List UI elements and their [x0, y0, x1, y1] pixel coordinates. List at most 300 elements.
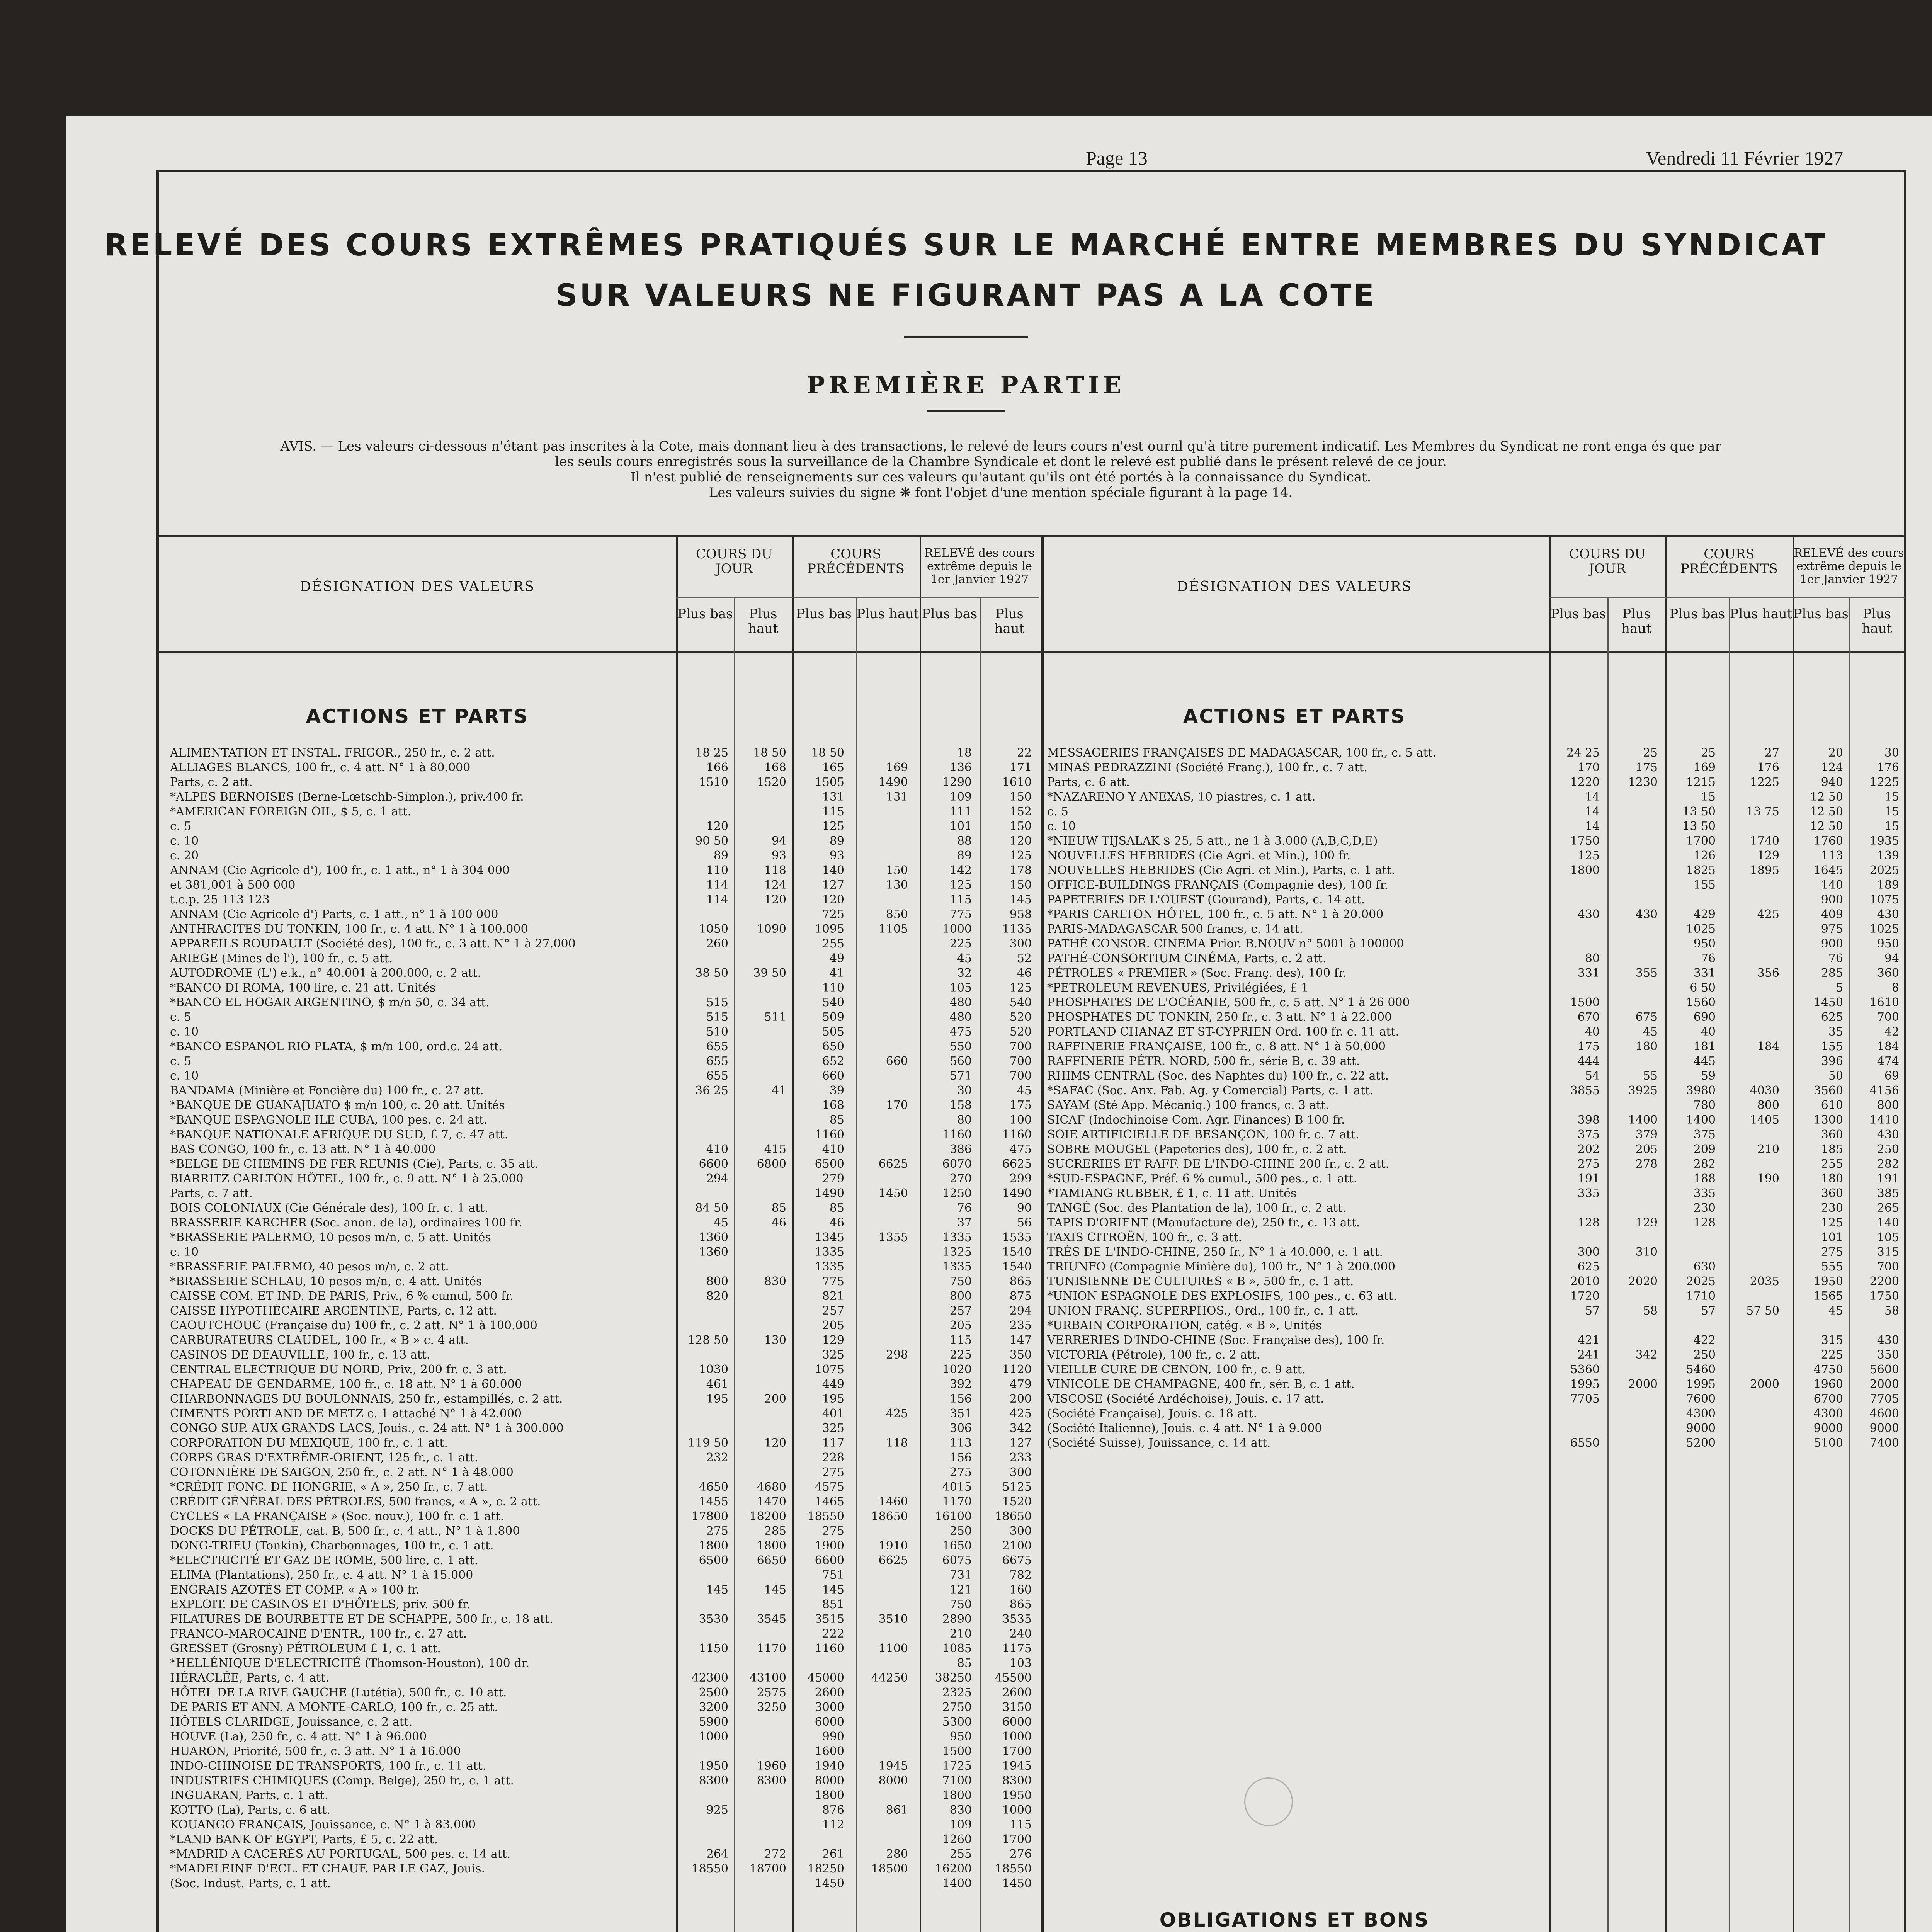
price-cell: 265	[1877, 1201, 1899, 1215]
table-row	[1047, 1083, 1903, 1098]
price-cell: 15	[1884, 805, 1899, 818]
price-cell: 7600	[1686, 1392, 1716, 1406]
price-cell: 851	[822, 1598, 844, 1611]
price-cell: 474	[1877, 1054, 1899, 1068]
right-obligations-title: OBLIGATIONS ET BONS	[1159, 1909, 1430, 1931]
price-cell: 228	[822, 1451, 844, 1464]
price-cell: 1160	[815, 1128, 844, 1141]
price-cell: 675	[1635, 1010, 1658, 1024]
table-row	[170, 1083, 1037, 1098]
table-row	[1047, 907, 1903, 922]
security-name: *AMERICAN FOREIGN OIL, $ 5, c. 1 att.	[170, 805, 411, 818]
price-cell: 240	[1009, 1627, 1032, 1641]
price-cell: 1000	[1002, 1803, 1032, 1817]
price-cell: 210	[1757, 1143, 1779, 1156]
price-cell: 1510	[699, 776, 728, 789]
price-cell: 900	[1821, 893, 1843, 906]
security-name: *BANCO EL HOGAR ARGENTINO, $ m/n 50, c. 34 att.	[170, 996, 490, 1009]
left-cours-precedents-header: COURS PRÉCÉDENTS	[807, 546, 905, 577]
right-releve-plus-haut: Plus haut	[1862, 606, 1892, 636]
price-cell: 1900	[815, 1539, 844, 1553]
price-cell: 294	[1009, 1304, 1032, 1318]
price-cell: 125	[1577, 849, 1600, 862]
price-cell: 351	[949, 1407, 972, 1420]
price-cell: 50	[1828, 1069, 1843, 1083]
right-prev-plus-haut: Plus haut	[1730, 606, 1793, 622]
price-cell: 113	[1821, 849, 1843, 862]
price-cell: 42300	[691, 1671, 728, 1685]
price-cell: 1710	[1686, 1289, 1716, 1303]
price-cell: 155	[1693, 878, 1716, 892]
price-cell: 360	[1821, 1187, 1843, 1200]
price-cell: 1800	[815, 1789, 844, 1802]
table-row	[170, 1318, 1037, 1333]
table-row	[170, 1553, 1037, 1568]
security-name: Parts, c. 7 att.	[170, 1187, 253, 1200]
price-cell: 1995	[1570, 1378, 1600, 1391]
price-cell: 18 50	[811, 746, 844, 760]
table-row	[170, 1671, 1037, 1685]
price-cell: 1150	[699, 1642, 728, 1655]
price-cell: 1940	[815, 1759, 844, 1773]
price-cell: 299	[1009, 1172, 1032, 1185]
security-name: BANDAMA (Minière et Foncière du) 100 fr., c. 27 att.	[170, 1084, 484, 1097]
price-cell: 233	[1009, 1451, 1032, 1464]
right-plus-bas: Plus bas	[1551, 606, 1606, 622]
table-row	[170, 819, 1037, 834]
price-cell: 550	[949, 1040, 972, 1053]
table-row	[170, 1406, 1037, 1421]
price-cell: 1500	[1570, 996, 1600, 1009]
table-row	[170, 746, 1037, 760]
price-cell: 2025	[1686, 1275, 1716, 1288]
security-name: INDUSTRIES CHIMIQUES (Comp. Belge), 250 fr., c. 1 att.	[170, 1774, 514, 1787]
part-rule	[927, 410, 1005, 412]
price-cell: 1220	[1570, 776, 1600, 789]
table-row	[170, 1274, 1037, 1289]
price-cell: 111	[949, 805, 972, 818]
security-name: c. 5	[170, 1054, 191, 1068]
security-name: SUCRERIES ET RAFF. DE L'INDO-CHINE 200 fr., c. 2 att.	[1047, 1157, 1389, 1171]
title-line-1: RELEVÉ DES COURS EXTRÊMES PRATIQUÉS SUR LE MARCHÉ ENTRE MEMBRES DU SYNDICAT	[104, 228, 1828, 263]
price-cell: 101	[949, 820, 972, 833]
price-cell: 18200	[749, 1510, 786, 1523]
security-name: *PARIS CARLTON HÔTEL, 100 fr., c. 5 att. N° 1 à 20.000	[1047, 908, 1384, 921]
table-row	[170, 1744, 1037, 1759]
price-cell: 145	[706, 1583, 728, 1597]
price-cell: 1910	[878, 1539, 908, 1553]
security-name: (Société Italienne), Jouis. c. 4 att. N° 1 à 9.000	[1047, 1422, 1322, 1435]
table-row	[170, 1480, 1037, 1495]
price-cell: 1455	[699, 1495, 728, 1509]
table-row	[1047, 1362, 1903, 1377]
price-cell: 170	[886, 1099, 908, 1112]
price-cell: 85	[957, 1656, 972, 1670]
price-cell: 1335	[942, 1260, 972, 1274]
price-cell: 6500	[815, 1157, 844, 1171]
price-cell: 1610	[1869, 996, 1899, 1009]
price-cell: 1645	[1813, 864, 1843, 877]
security-name: Parts, c. 6 att.	[1047, 776, 1130, 789]
price-cell: 821	[822, 1289, 844, 1303]
price-cell: 115	[949, 1333, 972, 1347]
price-cell: 2500	[699, 1686, 728, 1699]
price-cell: 571	[949, 1069, 972, 1083]
right-table-body	[1047, 746, 1903, 1451]
price-cell: 18 50	[753, 746, 786, 760]
price-cell: 1800	[1570, 864, 1600, 877]
price-cell: 6625	[878, 1157, 908, 1171]
price-cell: 1560	[1686, 996, 1716, 1009]
price-cell: 429	[1693, 908, 1716, 921]
security-name: *ALPES BERNOISES (Berne-Lœtschb-Simplon.), priv.400 fr.	[170, 790, 524, 804]
price-cell: 80	[957, 1113, 972, 1127]
table-row	[170, 1583, 1037, 1597]
security-name: CORPORATION DU MEXIQUE, 100 fr., c. 1 att.	[170, 1436, 448, 1450]
security-name: PHOSPHATES DE L'OCÉANIE, 500 fr., c. 5 att. N° 1 à 26 000	[1047, 996, 1410, 1009]
price-cell: 421	[1577, 1333, 1600, 1347]
price-cell: 205	[949, 1319, 972, 1332]
price-cell: 7100	[942, 1774, 972, 1787]
table-row	[1047, 863, 1903, 878]
price-cell: 120	[764, 893, 786, 906]
price-cell: 1490	[815, 1187, 844, 1200]
left-designation-header: DÉSIGNATION DES VALEURS	[299, 579, 535, 595]
price-cell: 1700	[1686, 834, 1716, 848]
security-name: INDO-CHINOISE DE TRANSPORTS, 100 fr., c. 11 att.	[170, 1759, 486, 1773]
price-cell: 18550	[995, 1862, 1032, 1876]
security-name: BIARRITZ CARLTON HÔTEL, 100 fr., c. 9 att. N° 1 à 25.000	[170, 1172, 524, 1185]
table-row	[1047, 1230, 1903, 1245]
price-cell: 24 25	[1566, 746, 1600, 760]
price-cell: 35	[1828, 1025, 1843, 1039]
security-name: c. 20	[170, 849, 199, 862]
price-cell: 775	[949, 908, 972, 921]
security-name: MINAS PEDRAZZINI (Société Franç.), 100 fr., c. 7 att.	[1047, 761, 1368, 774]
price-cell: 5360	[1570, 1363, 1600, 1376]
table-row	[170, 1216, 1037, 1230]
price-cell: 270	[949, 1172, 972, 1185]
price-cell: 184	[1757, 1040, 1779, 1053]
table-row	[170, 863, 1037, 878]
price-cell: 1400	[1686, 1113, 1716, 1127]
price-cell: 625	[1821, 1010, 1843, 1024]
price-cell: 401	[822, 1407, 844, 1420]
security-name: *BANQUE ESPAGNOLE ILE CUBA, 100 pes. c. 24 att.	[170, 1113, 488, 1127]
security-name: HÉRACLÉE, Parts, c. 4 att.	[170, 1671, 329, 1685]
price-cell: 145	[1009, 893, 1032, 906]
price-cell: 140	[822, 864, 844, 877]
price-cell: 5200	[1686, 1436, 1716, 1450]
price-cell: 160	[1009, 1583, 1032, 1597]
price-cell: 1025	[1686, 922, 1716, 936]
subheader-rule	[676, 597, 1039, 598]
price-cell: 90	[1017, 1201, 1032, 1215]
price-cell: 128 50	[688, 1333, 728, 1347]
price-cell: 113	[949, 1436, 972, 1450]
price-cell: 257	[949, 1304, 972, 1318]
price-cell: 1075	[1869, 893, 1899, 906]
price-cell: 89	[957, 849, 972, 862]
table-row	[170, 966, 1037, 981]
price-cell: 1800	[699, 1539, 728, 1553]
price-cell: 13 75	[1746, 805, 1779, 818]
price-cell: 14	[1585, 820, 1600, 833]
price-cell: 725	[822, 908, 844, 921]
price-cell: 13 50	[1682, 820, 1716, 833]
page-header	[93, 147, 1843, 170]
price-cell: 1450	[1002, 1877, 1032, 1890]
table-row	[170, 1759, 1037, 1774]
price-cell: 1135	[1002, 922, 1032, 936]
price-cell: 150	[886, 864, 908, 877]
table-row	[1047, 1098, 1903, 1113]
security-name: *LAND BANK OF EGYPT, Parts, £ 5, c. 22 att.	[170, 1833, 438, 1846]
table-row	[170, 1245, 1037, 1260]
table-row	[1047, 1142, 1903, 1157]
price-cell: 560	[949, 1054, 972, 1068]
price-cell: 191	[1577, 1172, 1600, 1185]
table-row	[1047, 804, 1903, 819]
left-cours-du-jour-header: COURS DU JOUR	[696, 546, 773, 577]
table-row	[1047, 1333, 1903, 1348]
price-cell: 105	[949, 981, 972, 995]
price-cell: 1565	[1813, 1289, 1843, 1303]
price-cell: 8300	[1002, 1774, 1032, 1787]
price-cell: 1170	[942, 1495, 972, 1509]
table-row	[170, 1451, 1037, 1465]
price-cell: 276	[1009, 1847, 1032, 1861]
security-name: KOUANGO FRANÇAIS, Jouissance, c. N° 1 à 83.000	[170, 1818, 476, 1832]
table-row	[170, 849, 1037, 863]
security-name: EXPLOIT. DE CASINOS ET D'HÔTELS, priv. 500 fr.	[170, 1598, 470, 1611]
price-cell: 850	[886, 908, 908, 921]
price-cell: 128	[1577, 1216, 1600, 1230]
security-name: TAPIS D'ORIENT (Manufacture de), 250 fr., c. 13 att.	[1047, 1216, 1360, 1230]
security-name: RHIMS CENTRAL (Soc. des Naphtes du) 100 fr., c. 22 att.	[1047, 1069, 1389, 1083]
price-cell: 5100	[1813, 1436, 1843, 1450]
price-cell: 520	[1009, 1025, 1032, 1039]
price-cell: 300	[1009, 1524, 1032, 1538]
price-cell: 94	[771, 834, 786, 848]
table-row	[170, 1832, 1037, 1847]
table-row	[170, 1509, 1037, 1524]
price-cell: 1335	[942, 1231, 972, 1244]
table-row	[170, 775, 1037, 790]
security-name: *MADRID A CACERÈS AU PORTUGAL, 500 pes. c. 14 att.	[170, 1847, 511, 1861]
table-row	[170, 1421, 1037, 1436]
security-name: c. 10	[170, 1025, 199, 1039]
price-cell: 155	[1821, 1040, 1843, 1053]
price-cell: 121	[949, 1583, 972, 1597]
left-releve-plus-bas: Plus bas	[922, 606, 978, 622]
price-cell: 950	[1693, 937, 1716, 951]
price-cell: 2750	[942, 1701, 972, 1714]
left-section-title: ACTIONS ET PARTS	[306, 705, 529, 728]
price-cell: 315	[1821, 1333, 1843, 1347]
price-cell: 461	[706, 1378, 728, 1391]
price-cell: 515	[706, 996, 728, 1009]
price-cell: 261	[822, 1847, 844, 1861]
price-cell: 1120	[1002, 1363, 1032, 1376]
price-cell: 190	[1757, 1172, 1779, 1185]
price-cell: 168	[764, 761, 786, 774]
price-cell: 130	[764, 1333, 786, 1347]
table-row	[1047, 878, 1903, 893]
security-name: OFFICE-BUILDINGS FRANÇAIS (Compagnie des), 100 fr.	[1047, 878, 1388, 892]
price-cell: 4575	[815, 1480, 844, 1494]
price-cell: 1540	[1002, 1260, 1032, 1274]
security-name: *BELGE DE CHEMINS DE FER REUNIS (Cie), Parts, c. 35 att.	[170, 1157, 539, 1171]
security-name: TRIUNFO (Compagnie Minière du), 100 fr., N° 1 à 200.000	[1047, 1260, 1395, 1274]
security-name: RAFFINERIE PÉTR. NORD, 500 fr., série B, c. 39 att.	[1047, 1054, 1360, 1068]
price-cell: 1095	[815, 922, 844, 936]
price-cell: 241	[1577, 1348, 1600, 1362]
security-name: c. 5	[170, 1010, 191, 1024]
security-name: DOCKS DU PÉTROLE, cat. B, 500 fr., c. 4 att., N° 1 à 1.800	[170, 1524, 520, 1538]
price-cell: 145	[822, 1583, 844, 1597]
price-cell: 2575	[757, 1686, 786, 1699]
table-row	[1047, 1054, 1903, 1069]
table-row	[170, 922, 1037, 937]
right-designation-header: DÉSIGNATION DES VALEURS	[1177, 579, 1412, 595]
price-cell: 800	[1757, 1099, 1779, 1112]
table-row	[170, 1157, 1037, 1172]
security-name: ARIEGE (Mines de l'), 100 fr., c. 5 att.	[170, 952, 393, 965]
table-row	[1047, 746, 1903, 760]
price-cell: 38250	[935, 1671, 972, 1685]
table-row	[1047, 1172, 1903, 1186]
price-cell: 1450	[815, 1877, 844, 1890]
right-releve-header: RELEVÉ des cours extrême depuis le 1er Janvier 1927	[1794, 546, 1904, 586]
security-name: *HELLÉNIQUE D'ELECTRICITÉ (Thomson-Houston), 100 dr.	[170, 1656, 530, 1670]
table-row	[170, 1774, 1037, 1788]
price-cell: 202	[1577, 1143, 1600, 1156]
price-cell: 93	[829, 849, 844, 862]
price-cell: 110	[822, 981, 844, 995]
price-cell: 57	[1585, 1304, 1600, 1318]
table-top-rule	[156, 535, 1906, 537]
price-cell: 76	[1828, 952, 1843, 965]
price-cell: 655	[706, 1069, 728, 1083]
security-name: HUARON, Priorité, 500 fr., c. 3 att. N° 1 à 16.000	[170, 1745, 461, 1758]
price-cell: 610	[1821, 1099, 1843, 1112]
price-cell: 89	[829, 834, 844, 848]
price-cell: 830	[949, 1803, 972, 1817]
table-row	[170, 1377, 1037, 1392]
security-name: *UNION ESPAGNOLE DES EXPLOSIFS, 100 pes., c. 63 att.	[1047, 1289, 1397, 1303]
price-cell: 130	[886, 878, 908, 892]
right-cours-precedents-header: COURS PRÉCÉDENTS	[1680, 546, 1778, 577]
price-cell: 1300	[1813, 1113, 1843, 1127]
price-cell: 2035	[1750, 1275, 1779, 1288]
price-cell: 1105	[878, 922, 908, 936]
price-cell: 58	[1643, 1304, 1658, 1318]
security-name: *URBAIN CORPORATION, catég. « B », Unités	[1047, 1319, 1322, 1332]
table-row	[170, 1700, 1037, 1715]
security-name: c. 10	[170, 1245, 199, 1259]
price-cell: 170	[1577, 761, 1600, 774]
price-cell: 250	[1693, 1348, 1716, 1362]
price-cell: 449	[822, 1378, 844, 1391]
price-cell: 3515	[815, 1612, 844, 1626]
price-cell: 8	[1891, 981, 1899, 995]
security-name: ANNAM (Cie Agricole d'), 100 fr., c. 1 att., n° 1 à 304 000	[170, 864, 510, 877]
price-cell: 80	[1585, 952, 1600, 965]
price-cell: 751	[822, 1568, 844, 1582]
price-cell: 430	[1877, 1128, 1899, 1141]
price-cell: 200	[1009, 1392, 1032, 1406]
price-cell: 1535	[1002, 1231, 1032, 1244]
price-cell: 444	[1577, 1054, 1600, 1068]
price-cell: 515	[706, 1010, 728, 1024]
price-cell: 100	[1009, 1113, 1032, 1127]
price-cell: 800	[949, 1289, 972, 1303]
price-cell: 32	[957, 966, 972, 980]
table-row	[170, 790, 1037, 804]
security-name: (Soc. Indust. Parts, c. 1 att.	[170, 1877, 331, 1890]
price-cell: 1490	[1002, 1187, 1032, 1200]
price-cell: 168	[822, 1099, 844, 1112]
title-rule	[904, 336, 1028, 338]
left-releve-header: RELEVÉ des cours extrême depuis le 1er Janvier 1927	[924, 546, 1035, 586]
price-cell: 15	[1884, 790, 1899, 804]
security-name: BAS CONGO, 100 fr., c. 13 att. N° 1 à 40.000	[170, 1143, 436, 1156]
table-row	[170, 1524, 1037, 1539]
price-cell: 169	[1693, 761, 1716, 774]
table-row	[170, 1098, 1037, 1113]
security-name: CAOUTCHOUC (Française du) 100 fr., c. 2 att. N° 1 à 100.000	[170, 1319, 537, 1332]
price-cell: 6625	[1002, 1157, 1032, 1171]
price-cell: 275	[1821, 1245, 1843, 1259]
security-name: CORPS GRAS D'EXTRÊME-ORIENT, 125 fr., c. 1 att.	[170, 1451, 478, 1464]
price-cell: 1400	[1628, 1113, 1658, 1127]
price-cell: 2020	[1628, 1275, 1658, 1288]
price-cell: 176	[1757, 761, 1779, 774]
security-name: HOUVE (La), 250 fr., c. 4 att. N° 1 à 96.000	[170, 1730, 427, 1743]
left-prev-plus-bas: Plus bas	[796, 606, 852, 622]
price-cell: 150	[1009, 820, 1032, 833]
table-header-rule	[156, 651, 1906, 653]
price-cell: 45500	[995, 1671, 1032, 1685]
price-cell: 1950	[1813, 1275, 1843, 1288]
price-cell: 58	[1884, 1304, 1899, 1318]
table-row	[1047, 1318, 1903, 1333]
security-name: (Société Française), Jouis. c. 18 att.	[1047, 1407, 1257, 1420]
price-cell: 1075	[815, 1363, 844, 1376]
security-name: VERRERIES D'INDO-CHINE (Soc. Française des), 100 fr.	[1047, 1333, 1385, 1347]
price-cell: 129	[822, 1333, 844, 1347]
price-cell: 125	[949, 878, 972, 892]
price-cell: 8300	[757, 1774, 786, 1787]
price-cell: 125	[1009, 981, 1032, 995]
price-cell: 39 50	[753, 966, 786, 980]
price-cell: 1225	[1750, 776, 1779, 789]
table-row	[1047, 1274, 1903, 1289]
price-cell: 430	[1877, 1333, 1899, 1347]
price-cell: 660	[886, 1054, 908, 1068]
price-cell: 184	[1877, 1040, 1899, 1053]
price-cell: 27	[1764, 746, 1779, 760]
table-row	[170, 1876, 1037, 1891]
security-name: AUTODROME (L') e.k., n° 40.001 à 200.000, c. 2 att.	[170, 966, 481, 980]
price-cell: 18550	[807, 1510, 844, 1523]
security-name: c. 5	[170, 820, 191, 833]
table-row	[1047, 951, 1903, 966]
price-cell: 41	[829, 966, 844, 980]
price-cell: 3200	[699, 1701, 728, 1714]
table-row	[170, 1039, 1037, 1054]
